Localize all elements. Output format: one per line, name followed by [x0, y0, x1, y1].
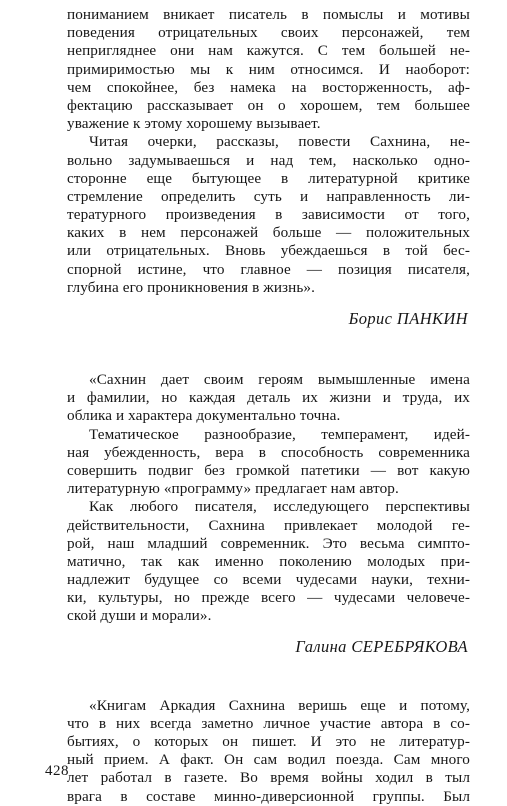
- text-line: совершить подвиг без громкой патетики — вот какую: [67, 461, 470, 479]
- text-line: «Сахнин дает своим героям вымышленные имена: [89, 371, 470, 388]
- text-line: что в них всегда заметно личное участие автора в со-: [67, 714, 470, 732]
- text-line: примиримостью мы к ним относимся. И наоборот:: [67, 60, 470, 78]
- book-page-text: [67, 6, 470, 806]
- text-line: лет работал в газете. Во время войны ходил в тыл: [67, 769, 470, 787]
- text-line: фектацию рассказывает он о хорошем, тем большее: [67, 96, 470, 114]
- text-line: глубина его проникновения в жизнь».: [67, 278, 315, 296]
- text-line: ской души и морали».: [67, 607, 212, 625]
- paragraph-serebryakova-3: [67, 498, 470, 625]
- paragraph-serebryakova-1: [67, 371, 470, 426]
- text-line: врага в составе минно-диверсионной группы. Был: [67, 787, 470, 805]
- text-line: Как любого писателя, исследующего перспективы: [89, 498, 470, 516]
- text-line: матично, так как именно поколению молодых при-: [67, 552, 470, 570]
- text-line: Тематическое разнообразие, темперамент, идей-: [89, 425, 470, 443]
- text-line: Читая очерки, рассказы, повести Сахнина, не-: [89, 133, 470, 151]
- text-line: и фамилии, но каждая деталь их жизни и труда, их: [67, 389, 470, 407]
- paragraph-serebryakova-2: [67, 426, 470, 499]
- page-number: 428: [45, 763, 69, 779]
- section-gap: [67, 329, 470, 371]
- paragraph-next-review: [67, 697, 470, 806]
- text-line: ная убежденность, вера в способность современника: [67, 443, 470, 461]
- text-line: стремление определить суть и направленность ли-: [67, 187, 470, 205]
- paragraph-pankin-1: [67, 6, 470, 133]
- text-line: бытиях, о которых он пишет. И это не литератур-: [67, 733, 470, 750]
- text-line: спорной истине, что главное — позиция писателя,: [67, 260, 470, 278]
- text-line: рой, наш младший современник. Это весьма симпто-: [67, 534, 470, 552]
- signature-serebryakova: Галина СЕРЕБРЯКОВА: [295, 636, 468, 656]
- text-line: каких в нем персонажей больше — положительных: [67, 224, 470, 242]
- section-gap: [67, 657, 470, 697]
- signature-pankin: Борис ПАНКИН: [348, 309, 468, 328]
- text-line: поведения отрицательных своих персонажей, тем: [67, 24, 470, 42]
- text-line: тературного произведения в зависимости от того,: [67, 206, 470, 224]
- text-line: ный прием. А факт. Он сам водил поезда. Сам много: [67, 751, 470, 769]
- text-line: чем спокойнее, без намека на восторженность, аф-: [67, 78, 470, 96]
- text-line: пониманием вникает писатель в помыслы и мотивы: [67, 6, 470, 23]
- text-line: вольно задумываешься и над тем, насколько одно-: [67, 151, 470, 169]
- text-line: или отрицательных. Вновь убеждаешься в той бес-: [67, 242, 470, 260]
- text-line: «Книгам Аркадия Сахнина веришь еще и потому,: [89, 696, 470, 714]
- text-line: облика и характера документально точна.: [67, 407, 341, 425]
- paragraph-pankin-2: [67, 133, 470, 297]
- text-line: уважение к этому хорошему вызывает.: [67, 115, 321, 133]
- text-line: непригляднее они нам кажутся. С тем большей не-: [67, 42, 470, 60]
- text-line: литературную «программу» предлагает нам автор.: [67, 480, 399, 498]
- text-line: надлежит будущее со всеми чудесами науки, техни-: [67, 571, 470, 589]
- text-line: сторонне еще бытующее в литературной критике: [67, 169, 470, 187]
- text-line: действительности, Сахнина привлекает молодой ге-: [67, 516, 470, 534]
- text-line: ки, культуры, но прежде всего — чудесами человече-: [67, 589, 470, 607]
